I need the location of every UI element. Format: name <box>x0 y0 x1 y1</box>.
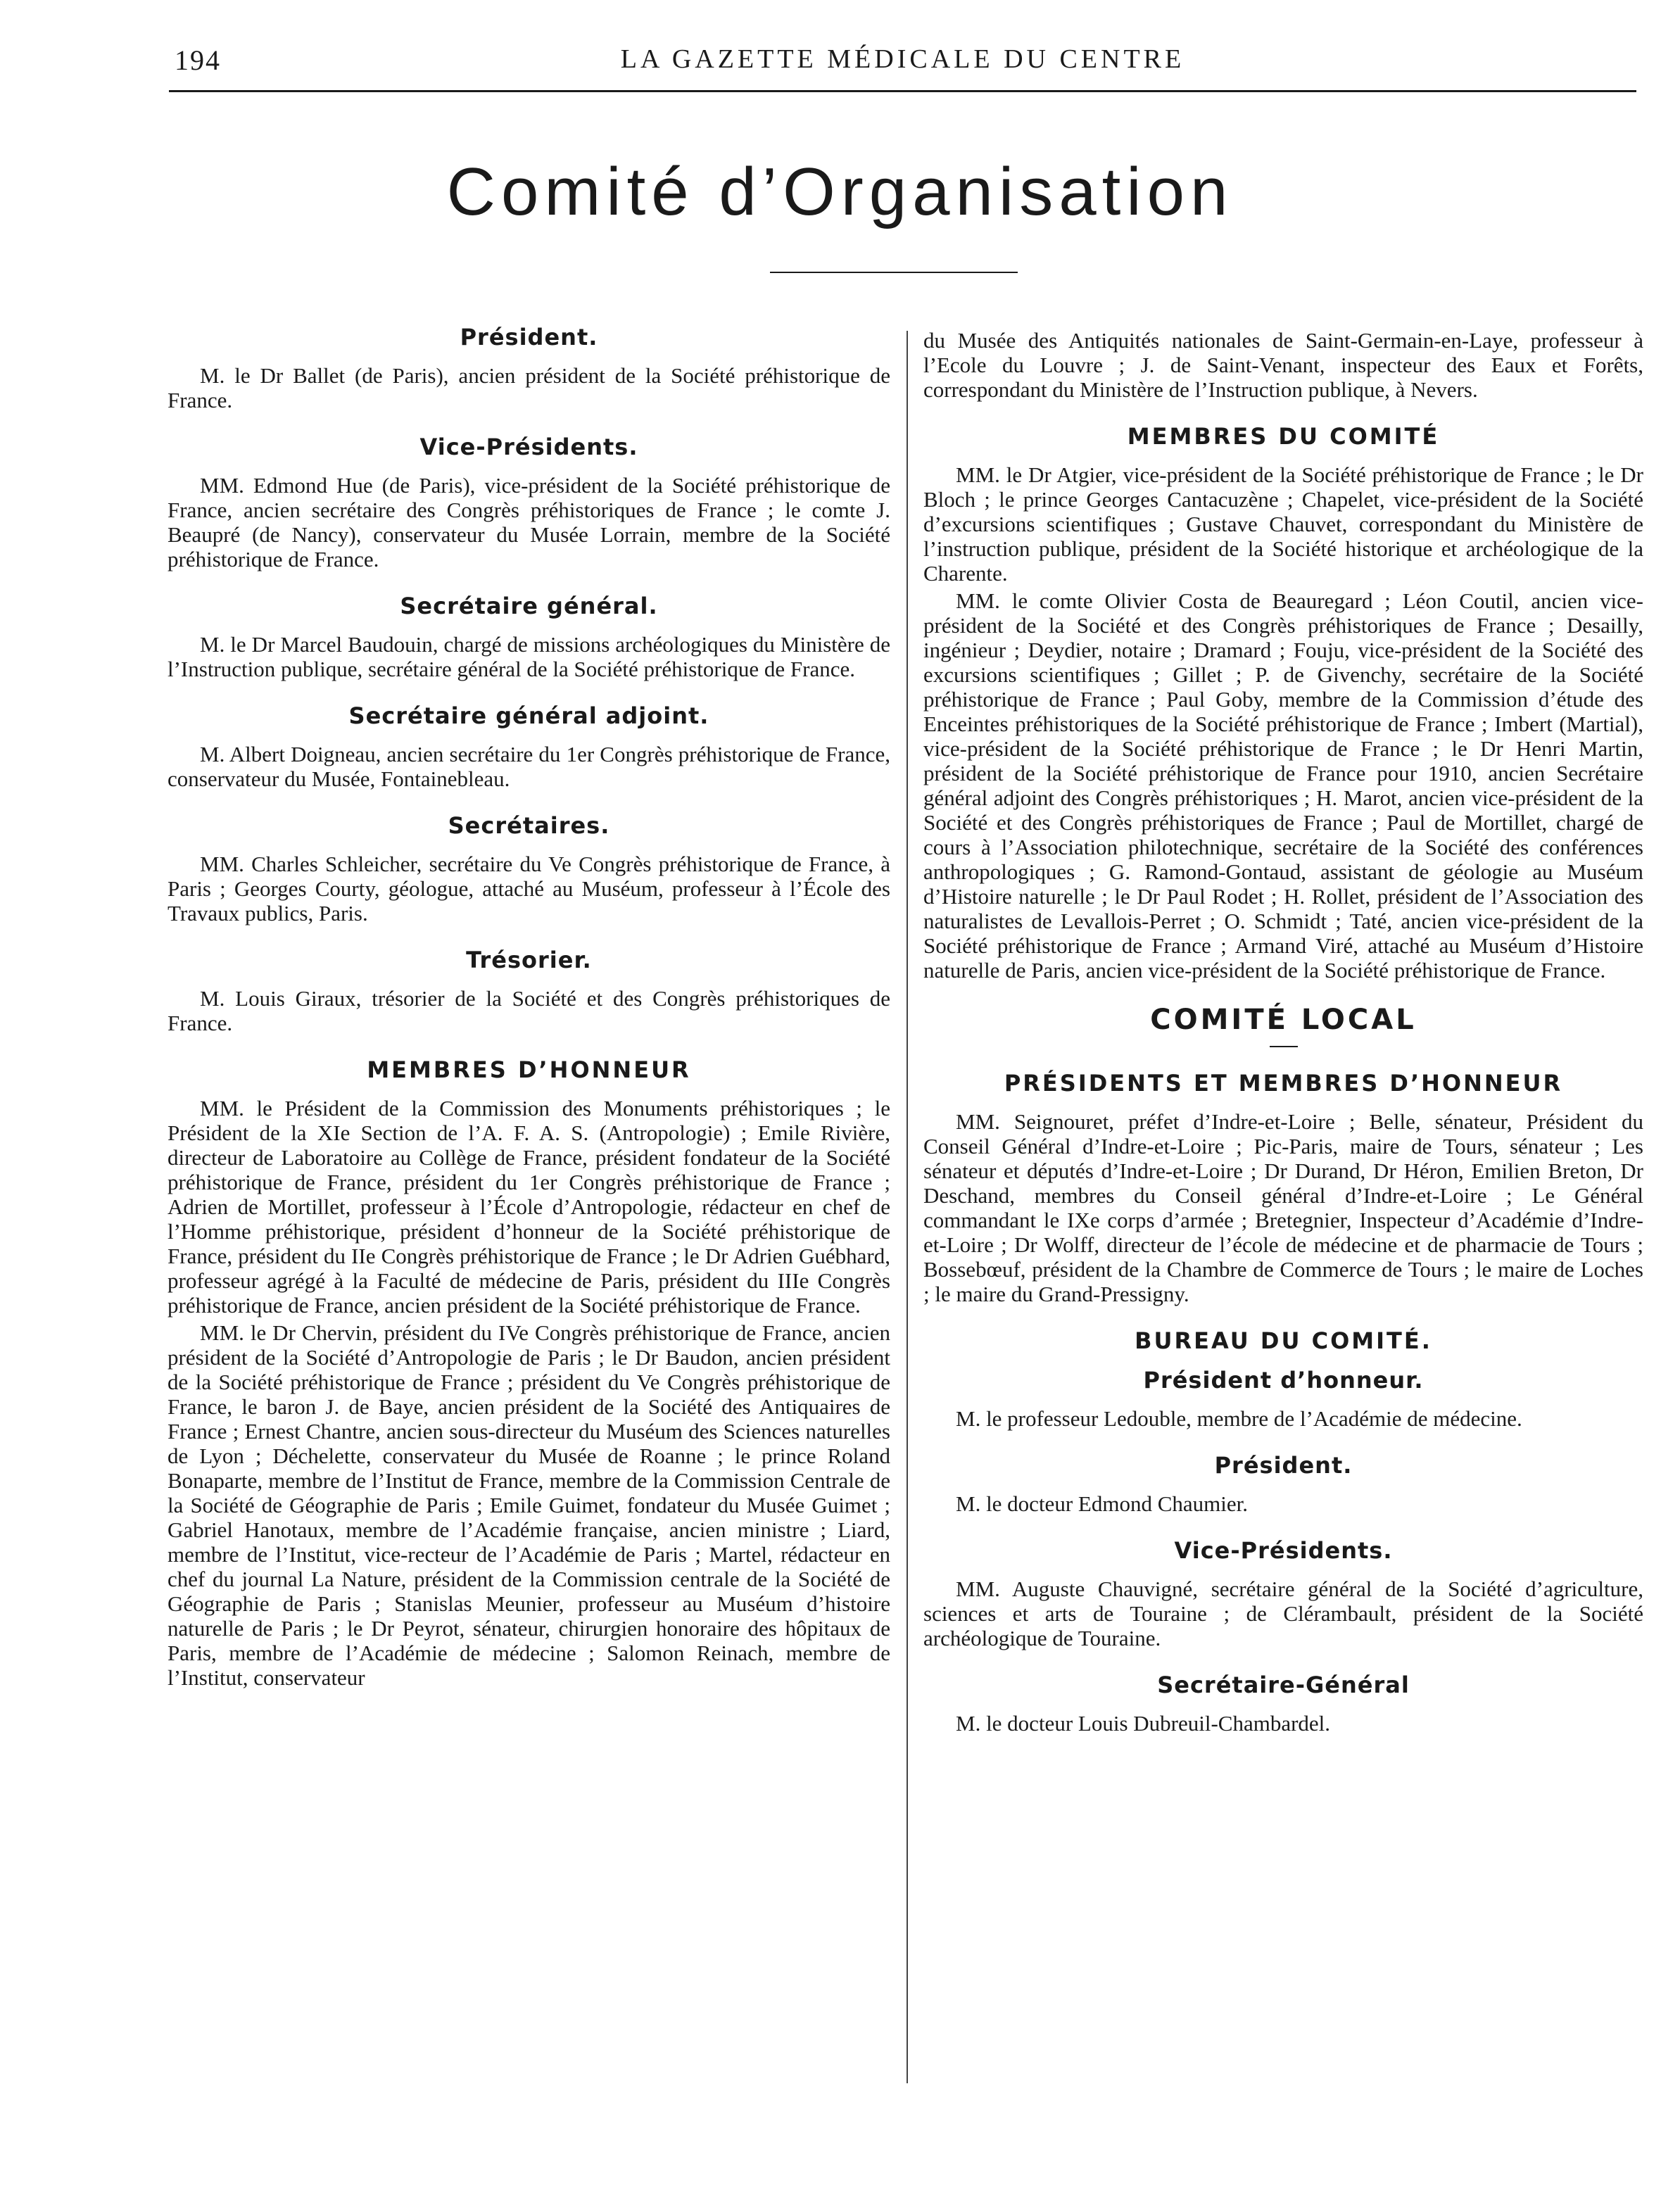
secretaire-adjoint-text: M. Albert Doigneau, ancien secrétaire du 1er Congrès préhistorique de France, conservateur du Musée, Fontainebleau. <box>168 742 890 791</box>
section-heading-bureau: BUREAU DU COMITÉ. <box>1135 1327 1432 1354</box>
page-title: Comité d’Organisation <box>446 154 1234 229</box>
section-heading-membres-comite: MEMBRES DU COMITÉ <box>1127 423 1440 450</box>
section-heading-tresorier: Trésorier. <box>466 947 592 973</box>
header-rule <box>169 90 1636 92</box>
tresorier-text: M. Louis Giraux, trésorier de la Société et des Congrès préhistoriques de France. <box>168 986 890 1035</box>
section-heading-bureau-secretaire-general: Secrétaire-Général <box>1157 1672 1410 1698</box>
page-header <box>169 44 1636 79</box>
column-divider <box>907 331 908 2083</box>
continuation-text: du Musée des Antiquités nationales de Saint-Germain-en-Laye, professeur à l’Ecole du Louvre ; J. de Saint-Venant, inspecteur des Eaux et Forêts, correspondant du Ministère de l’Instruction publique, à Nevers. <box>923 328 1643 402</box>
membres-comite-paragraph-1: MM. le Dr Atgier, vice-président de la Société préhistorique de France ; le Dr Bloch ; le prince Georges Cantacuzène ; Chapelet, vice-président de la Société d’excursions scientifiques ; Gustave Chauvet, correspondant du Ministère de l’instruction publique, président de la Société historique et archéologique de la Charente. <box>923 462 1643 586</box>
presidents-membres-honneur-text: MM. Seignouret, préfet d’Indre-et-Loire ; Belle, sénateur, Président du Conseil Général d’Indre-et-Loire ; Pic-Paris, maire de Tours, sénateur ; Les sénateur et députés d’Indre-et-Loire ; Dr Durand, Dr Héron, Emilien Breton, Dr Deschand, membres du Conseil général d’Indre-et-Loire ; Le Général commandant le IXe corps d’armée ; Bretegnier, Inspecteur d’Académie d’Indre-et-Loire ; Dr Wolff, directeur de l’école de médecine et de pharmacie de Tours ; Bossebœuf, président de la Chambre de Commerce de Tours ; le maire de Loches ; le maire du Grand-Pressigny. <box>923 1109 1643 1306</box>
section-heading-bureau-vice-presidents: Vice-Présidents. <box>1174 1537 1393 1564</box>
running-title: LA GAZETTE MÉDICALE DU CENTRE <box>620 44 1185 74</box>
bureau-secretaire-general-text: M. le docteur Louis Dubreuil-Chambardel. <box>956 1711 1331 1736</box>
bureau-vice-presidents-text: MM. Auguste Chauvigné, secrétaire général de la Société d’agriculture, sciences et arts de Touraine ; de Clérambault, président de la Société archéologique de Touraine. <box>923 1577 1643 1650</box>
president-honneur-text: M. le professeur Ledouble, membre de l’Académie de médecine. <box>956 1406 1522 1431</box>
section-heading-president: Président. <box>460 324 598 350</box>
right-column <box>923 328 1643 1757</box>
section-heading-vice-presidents: Vice-Présidents. <box>419 434 638 460</box>
section-heading-secretaire-adjoint: Secrétaire général adjoint. <box>348 702 709 729</box>
section-heading-secretaires: Secrétaires. <box>448 812 610 839</box>
bureau-president-text: M. le docteur Edmond Chaumier. <box>956 1491 1248 1516</box>
page-number: 194 <box>175 44 221 76</box>
section-heading-president-honneur: Président d’honneur. <box>1143 1367 1424 1394</box>
title-rule <box>770 272 1018 273</box>
secretaire-general-text: M. le Dr Marcel Baudouin, chargé de missions archéologiques du Ministère de l’Instruction publique, secrétaire général de la Société préhistorique de France. <box>168 632 890 681</box>
membres-comite-paragraph-2: MM. le comte Olivier Costa de Beauregard ; Léon Coutil, ancien vice-président de la Société et des Congrès préhistoriques de France ; Desailly, ingénieur ; Deydier, notaire ; Dramard ; Fouju, vice-président de la Société des excursions scientifiques ; Gillet ; P. de Givenchy, secrétaire de la Société préhistorique de France ; Paul Goby, membre de la Commission d’étude des Enceintes préhistoriques de la Société préhistorique de France ; Imbert (Martial), vice-président de la Société préhistorique de France ; le Dr Henri Martin, président de la Société préhistorique de France pour 1910, ancien Secrétaire général adjoint des Congrès préhistoriques ; H. Marot, ancien vice-président de la Société et des Congrès préhistoriques de France ; Paul de Mortillet, chargé de cours à l’Association philotechnique, secrétaire de la Société des conférences anthropologiques ; G. Ramond-Gontaud, assistant de géologie au Muséum d’Histoire naturelle ; le Dr Paul Rodet ; H. Rollet, président de l’Association des naturalistes de Levallois-Perret ; O. Schmidt ; Taté, ancien vice-président de la Société préhistorique de France ; Armand Viré, attaché au Muséum d’Histoire naturelle de Paris, ancien vice-président de la Société préhistorique de France. <box>923 588 1643 983</box>
vice-presidents-text: MM. Edmond Hue (de Paris), vice-président de la Société préhistorique de France, ancien secrétaire des Congrès préhistoriques de France ; le comte J. Beaupré (de Nancy), conservateur du Musée Lorrain, membre de la Société préhistorique de France. <box>168 473 890 571</box>
left-column <box>168 324 890 1711</box>
comite-local-rule <box>1270 1046 1298 1047</box>
section-heading-secretaire-general: Secrétaire général. <box>400 593 658 619</box>
membres-honneur-paragraph-1: MM. le Président de la Commission des Monuments préhistoriques ; le Président de la XIe Section de l’A. F. A. S. (Antropologie) ; Emile Rivière, directeur de Laboratoire au Collège de France, président fondateur de la Société préhistorique de France, président du 1er Congrès préhistorique de France ; Adrien de Mortillet, professeur à l’École d’Antropologie, rédacteur en chef de l’Homme préhistorique, président d’honneur de la Société préhistorique de France, président du IIe Congrès préhistorique de France ; le Dr Adrien Guébhard, professeur agrégé à la Faculté de médecine de Paris, président du IIIe Congrès préhistorique de France, ancien président de la Société préhistorique de France. <box>168 1096 890 1318</box>
section-heading-comite-local: COMITÉ LOCAL <box>1150 1004 1417 1036</box>
section-heading-presidents-membres-honneur: PRÉSIDENTS ET MEMBRES D’HONNEUR <box>1004 1070 1563 1097</box>
president-text: M. le Dr Ballet (de Paris), ancien président de la Société préhistorique de France. <box>168 363 890 412</box>
membres-honneur-paragraph-2: MM. le Dr Chervin, président du IVe Congrès préhistorique de France, ancien président de la Société d’Antropologie de Paris ; le Dr Baudon, ancien président de la Société préhistorique de France ; président du Ve Congrès préhistorique de France, le baron J. de Baye, ancien président de la Société des Antiquaires de France ; Ernest Chantre, ancien sous-directeur du Muséum des Sciences naturelles de Lyon ; Déchelette, conservateur du Musée de Roanne ; le prince Roland Bonaparte, membre de l’Institut de France, membre de la Commission Centrale de la Société de Géographie de Paris ; Emile Guimet, fondateur du Musée Guimet ; Gabriel Hanotaux, membre de l’Académie française, ancien ministre ; Liard, membre de l’Institut, vice-recteur de l’Académie de Paris ; Martel, rédacteur en chef du journal La Nature, président de la Commission centrale de la Société de Géographie de Paris ; Stanislas Meunier, professeur au Muséum d’histoire naturelle de Paris ; le Dr Peyrot, sénateur, chirurgien honoraire des hôpitaux de Paris, membre de l’Académie de médecine ; Salomon Reinach, membre de l’Institut, conservateur <box>168 1320 890 1690</box>
section-heading-bureau-president: Président. <box>1214 1452 1353 1479</box>
section-heading-membres-honneur: MEMBRES D’HONNEUR <box>367 1056 691 1083</box>
secretaires-text: MM. Charles Schleicher, secrétaire du Ve Congrès préhistorique de France, à Paris ; Georges Courty, géologue, attaché au Muséum, professeur à l’École des Travaux publics, Paris. <box>168 852 890 926</box>
